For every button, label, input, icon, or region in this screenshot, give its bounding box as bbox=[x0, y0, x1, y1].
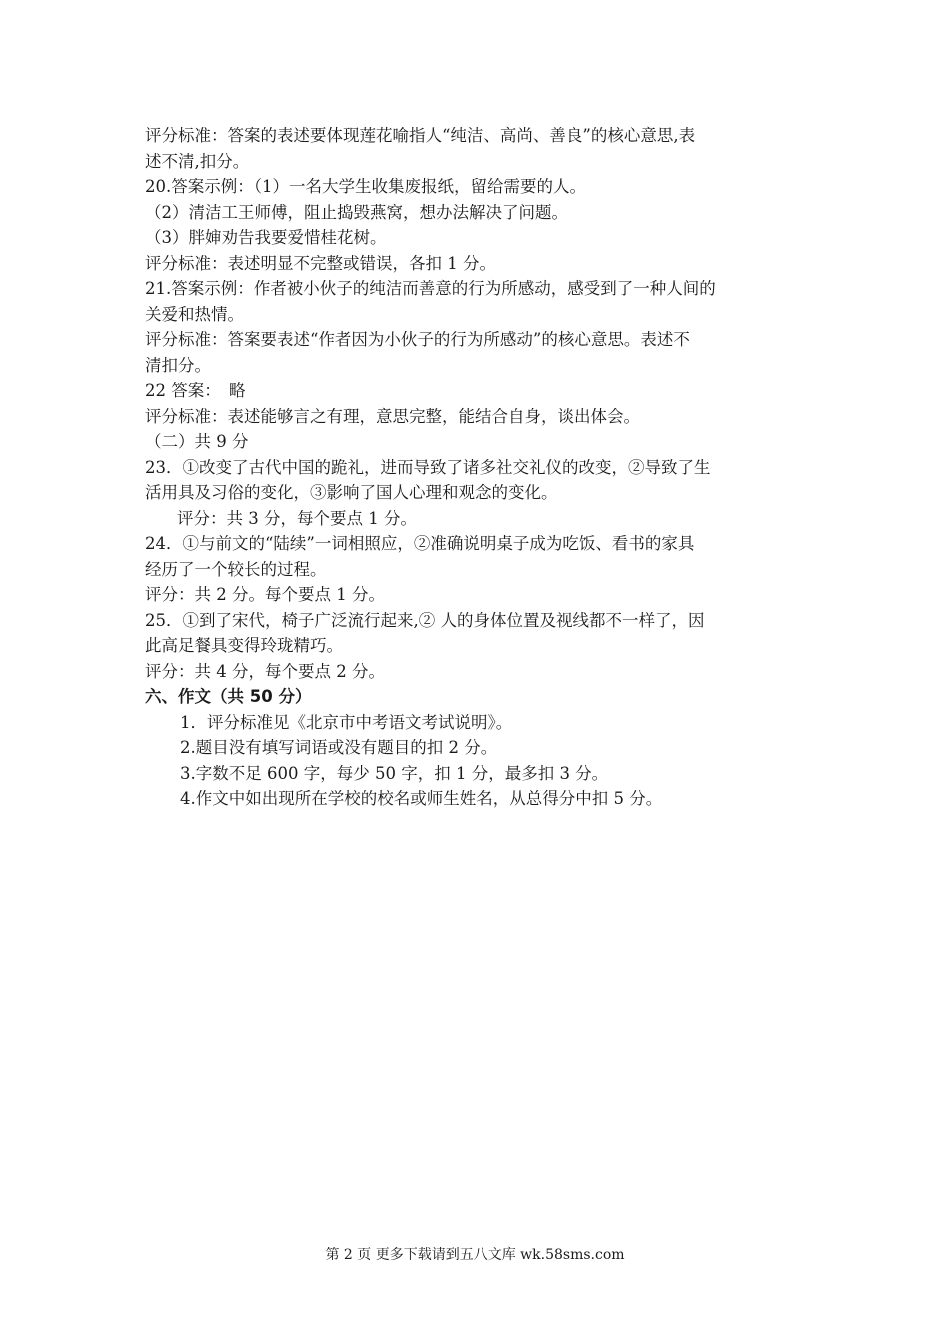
answer-20: 20.答案示例：（1）一名大学生收集废报纸，留给需要的人。 bbox=[145, 177, 586, 196]
scoring-line: 评分：共 3 分，每个要点 1 分。 bbox=[177, 508, 417, 528]
answer-21: 21.答案示例：作者被小伙子的纯洁而善意的行为所感动，感受到了一种人间的 bbox=[145, 279, 716, 298]
text-line: 评分标准：答案的表述要体现莲花喻指人“纯洁、高尚、善良”的核心意思,表 bbox=[145, 126, 696, 145]
answer-23: 23．①改变了古代中国的跪礼，进而导致了诸多社交礼仪的改变，②导致了生 bbox=[145, 457, 711, 477]
scoring-line: 评分：共 2 分。每个要点 1 分。 bbox=[145, 585, 385, 604]
composition-item: 4.作文中如出现所在学校的校名或师生姓名，从总得分中扣 5 分。 bbox=[180, 789, 663, 808]
scoring-line: 评分：共 4 分，每个要点 2 分。 bbox=[145, 661, 385, 681]
composition-item: 3.字数不足 600 字，每少 50 字，扣 1 分，最多扣 3 分。 bbox=[180, 763, 609, 783]
page-footer: 第 2 页 更多下载请到五八文库 wk.58sms.com bbox=[325, 1247, 625, 1263]
text-line: 述不清,扣分。 bbox=[145, 151, 250, 171]
text-line: 清扣分。 bbox=[145, 355, 211, 375]
scoring-line: 评分标准：答案要表述“作者因为小伙子的行为所感动”的核心意思。表述不 bbox=[145, 330, 690, 349]
answer-22: 22 答案： 略 bbox=[145, 381, 246, 400]
answer-key-body bbox=[145, 123, 810, 812]
answer-25: 25．①到了宋代，椅子广泛流行起来,② 人的身体位置及视线都不一样了，因 bbox=[145, 610, 705, 630]
subsection-heading: （二）共 9 分 bbox=[145, 432, 249, 451]
text-line: 经历了一个较长的过程。 bbox=[145, 559, 327, 579]
answer-24: 24．①与前文的“陆续”一词相照应，②准确说明桌子成为吃饭、看书的家具 bbox=[145, 534, 695, 553]
scoring-line: 评分标准：表述能够言之有理，意思完整，能结合自身，谈出体会。 bbox=[145, 406, 640, 426]
composition-item: 1．评分标准见《北京市中考语文考试说明》。 bbox=[180, 712, 513, 732]
text-line: 此高足餐具变得玲珑精巧。 bbox=[145, 636, 343, 655]
text-line: （3）胖婶劝告我要爱惜桂花树。 bbox=[145, 228, 387, 247]
text-line: （2）清洁工王师傅，阻止捣毁燕窝，想办法解决了问题。 bbox=[145, 202, 568, 222]
scoring-line: 评分标准：表述明显不完整或错误，各扣 1 分。 bbox=[145, 253, 496, 273]
composition-item: 2.题目没有填写词语或没有题目的扣 2 分。 bbox=[180, 738, 498, 757]
text-line: 关爱和热情。 bbox=[145, 304, 244, 324]
text-line: 活用具及习俗的变化，③影响了国人心理和观念的变化。 bbox=[145, 483, 558, 502]
section-heading: 六、作文（共 50 分） bbox=[145, 687, 312, 706]
